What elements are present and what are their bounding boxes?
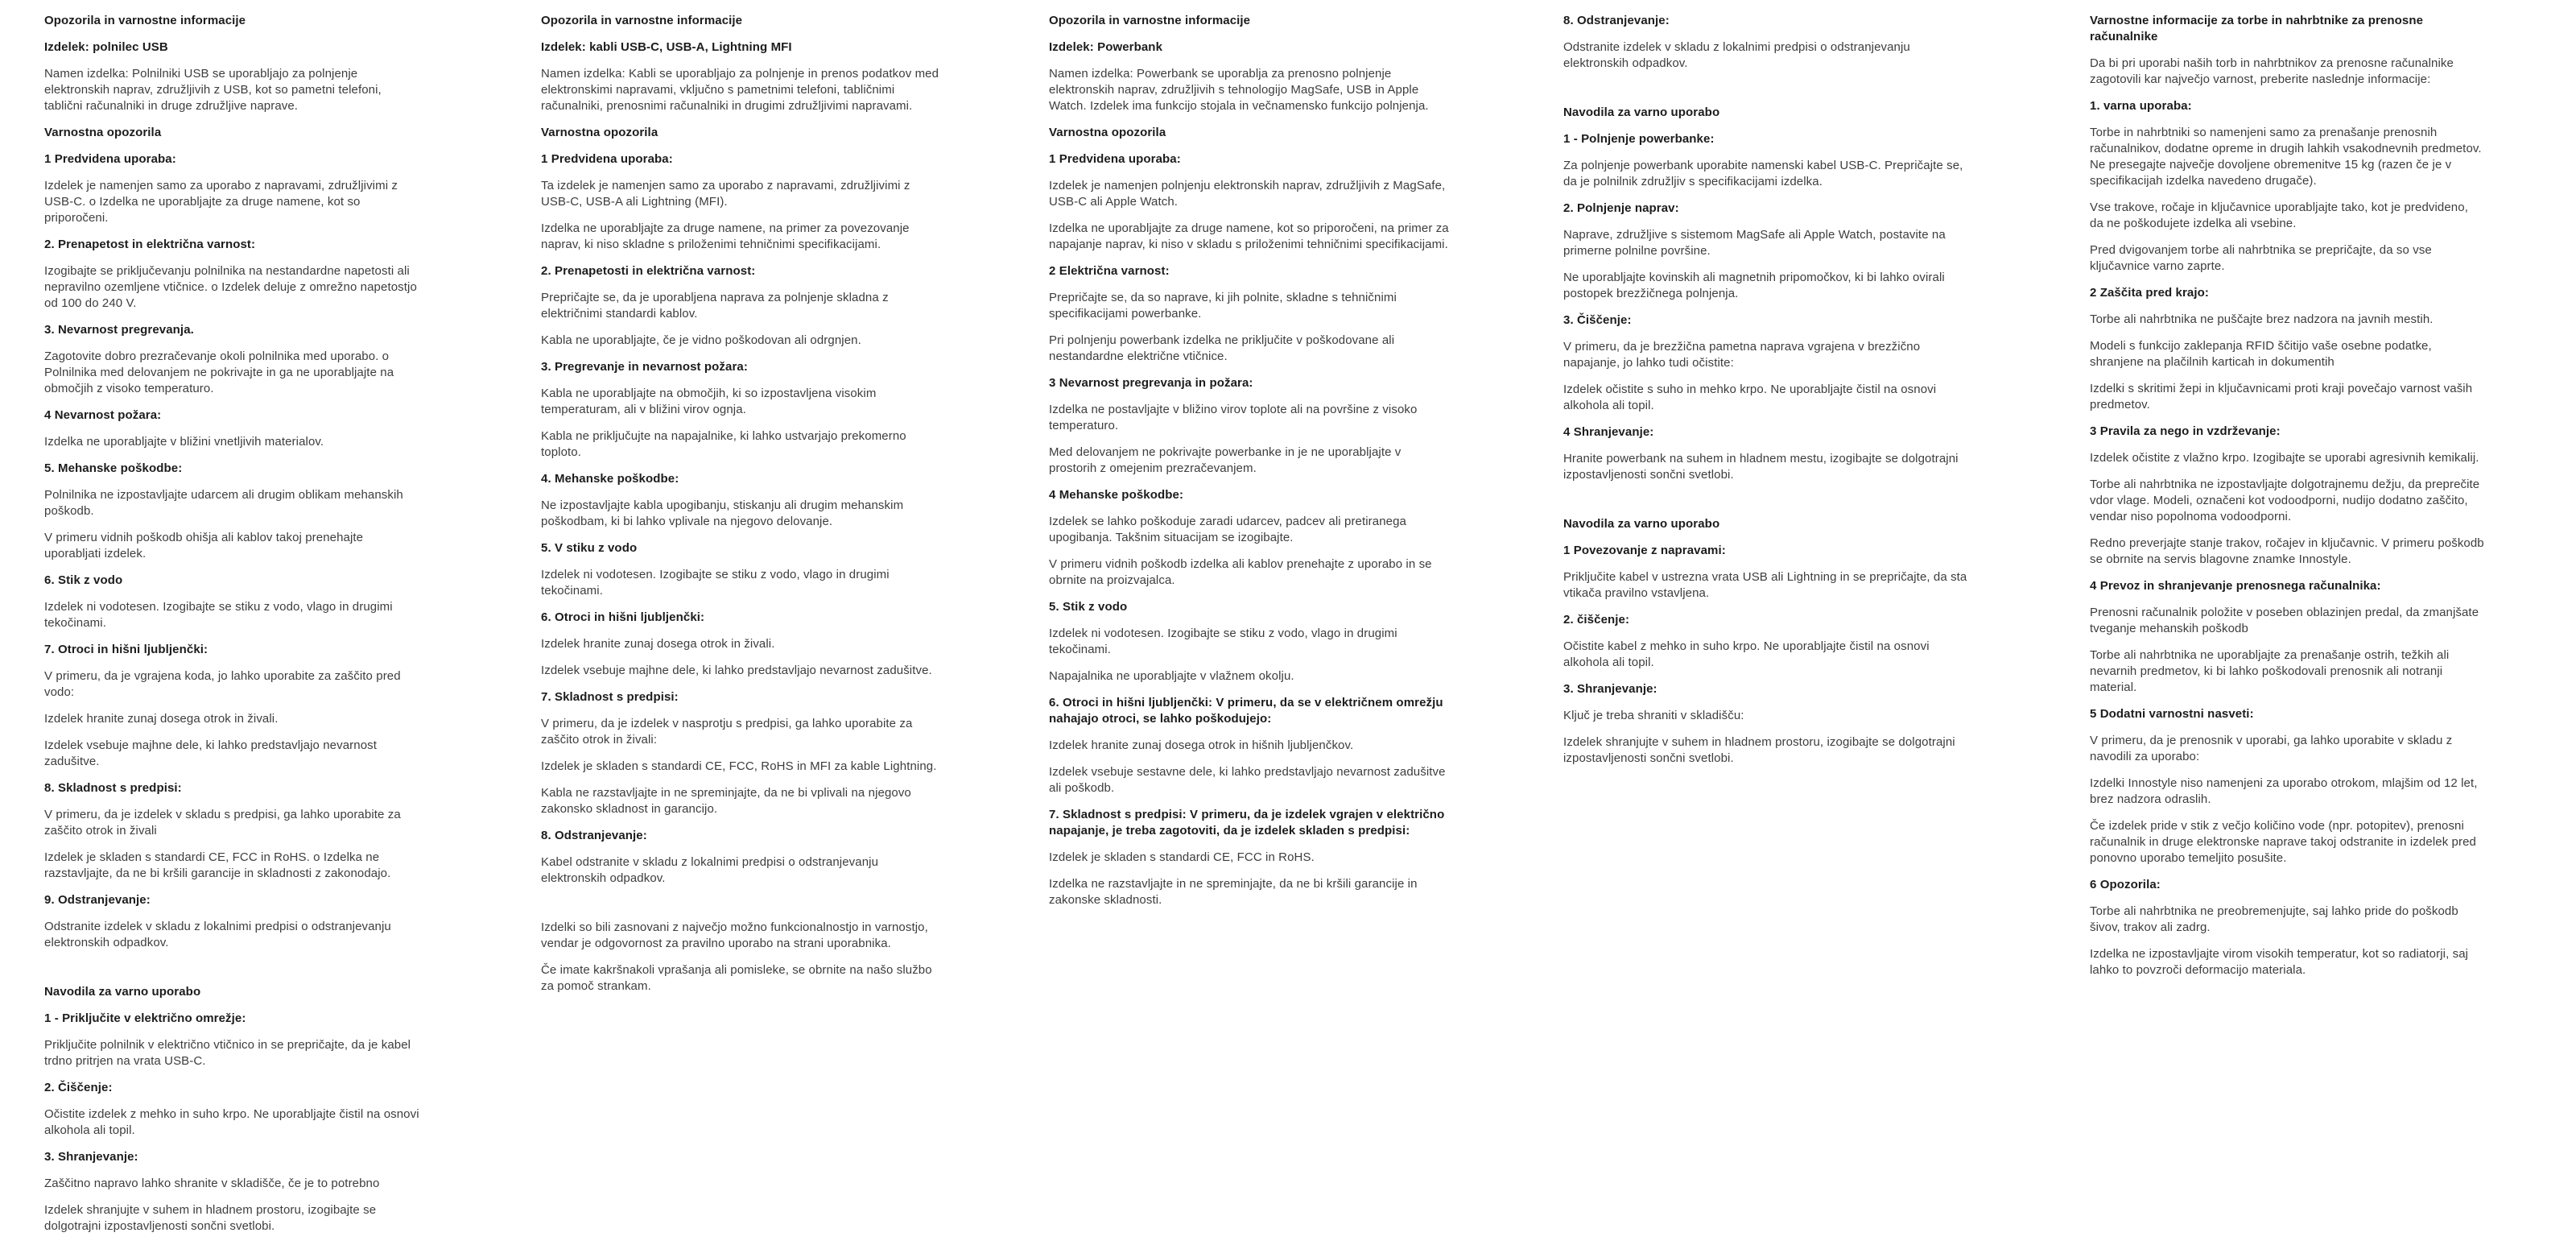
section-heading: 3. Čiščenje: [1563, 313, 1632, 327]
paragraph: Izdelek je skladen s standardi CE, FCC, RoHS in MFI za kable Lightning. [541, 759, 937, 773]
paragraph: Da bi pri uporabi naših torb in nahrbtnikov za prenosne računalnike zagotovili kar največjo varnost, preberite naslednje informacije: [2090, 56, 2454, 86]
section-heading: 6. Otroci in hišni ljubljenčki: [541, 610, 705, 624]
section-heading: 1 Predvidena uporaba: [1049, 152, 1181, 166]
section-heading: 1 - Priključite v električno omrežje: [44, 1011, 246, 1025]
section-heading: 2. Polnjenje naprav: [1563, 201, 1679, 215]
paragraph: Če imate kakršnakoli vprašanja ali pomisleke, se obrnite na našo službo za pomoč strankam. [541, 963, 932, 993]
paragraph: Kabla ne razstavljajte in ne spreminjajte, da ne bi vplivali na njegovo zakonsko skladnost in garancijo. [541, 786, 911, 816]
paragraph: Hranite powerbank na suhem in hladnem mestu, izogibajte se dolgotrajni izpostavljenosti sončni svetlobi. [1563, 452, 1959, 482]
paragraph: Torbe ali nahrbtnika ne puščajte brez nadzora na javnih mestih. [2090, 312, 2434, 326]
paragraph: Izdelek shranjujte v suhem in hladnem prostoru, izogibajte se dolgotrajni izpostavljenosti sončni svetlobi. [1563, 735, 1955, 765]
paragraph: Izdelek se lahko poškoduje zaradi udarcev, padcev ali pretiranega upogibanja. Takšnim situacijam se izogibajte. [1049, 515, 1406, 544]
paragraph: Izdelek ni vodotesen. Izogibajte se stiku z vodo, vlago in drugimi tekočinami. [541, 568, 890, 598]
paragraph: Izogibajte se priključevanju polnilnika na nestandardne napetosti ali nepravilno ozemljene vtičnice. o Izdelek deluje z omrežno napetostjo od 100 do 240 V. [44, 264, 417, 310]
section-heading: Opozorila in varnostne informacije [44, 14, 246, 27]
paragraph: Izdelek je namenjen polnjenju elektronskih naprav, združljivih z MagSafe, USB-C ali Apple Watch. [1049, 179, 1446, 209]
section-heading: 1 Povezovanje z napravami: [1563, 544, 1726, 557]
paragraph: Izdelka ne uporabljajte za druge namene, kot so priporočeni, na primer za napajanje naprav, ki niso v skladu s priloženimi tehničnimi specifikacijami. [1049, 221, 1449, 251]
paragraph: Zaščitno napravo lahko shranite v skladišče, če je to potrebno [44, 1177, 380, 1190]
paragraph: Izdelki Innostyle niso namenjeni za uporabo otrokom, mlajšim od 12 let, brez nadzora odraslih. [2090, 776, 2478, 806]
section-heading: 5. Mehanske poškodbe: [44, 461, 183, 475]
paragraph: V primeru, da je vgrajena koda, jo lahko uporabite za zaščito pred vodo: [44, 669, 401, 699]
paragraph: Torbe ali nahrbtnika ne izpostavljajte dolgotrajnemu dežju, da preprečite vdor vlage. Modeli, označeni kot vodoodporni, nudijo dodatno zaščito, vendar niso popolnoma vodoodporni. [2090, 478, 2480, 523]
section-heading: 4 Mehanske poškodbe: [1049, 488, 1184, 502]
section-heading: 2. čiščenje: [1563, 613, 1630, 627]
paragraph: Izdelka ne izpostavljajte virom visokih temperatur, kot so radiatorji, saj lahko to povzroči deformacijo materiala. [2090, 947, 2469, 977]
paragraph: Vse trakove, ročaje in ključavnice uporabljajte tako, kot je predvideno, da ne poškodujete izdelka ali vsebine. [2090, 201, 2468, 230]
paragraph: Izdelek očistite s suho in mehko krpo. Ne uporabljajte čistil na osnovi alkohola ali topil. [1563, 383, 1937, 412]
paragraph: V primeru, da je izdelek v skladu s predpisi, ga lahko uporabite za zaščito otrok in živali [44, 808, 401, 838]
paragraph: Polnilnika ne izpostavljajte udarcem ali drugim oblikam mehanskih poškodb. [44, 488, 403, 518]
paragraph: Prepričajte se, da je uporabljena naprava za polnjenje skladna z električnimi standardi kablov. [541, 291, 889, 321]
section-heading: Izdelek: polnilec USB [44, 40, 168, 54]
paragraph: Priključite polnilnik v električno vtičnico in se prepričajte, da je kabel trdno pritrjen na vrata USB-C. [44, 1038, 411, 1068]
section-heading: 3. Shranjevanje: [44, 1150, 138, 1164]
paragraph: Namen izdelka: Powerbank se uporablja za prenosno polnjenje elektronskih naprav, združljivih s tehnologijo MagSafe, USB in Apple Watch. Izdelek ima funkcijo stojala in večnamensko funkcijo polnjenja. [1049, 67, 1429, 113]
paragraph: Izdelek shranjujte v suhem in hladnem prostoru, izogibajte se dolgotrajni izpostavljenosti sončni svetlobi. [44, 1203, 377, 1233]
paragraph: Prenosni računalnik položite v poseben oblazinjen predal, da zmanjšate tveganje mehanskih poškodb [2090, 606, 2479, 635]
section-heading: 9. Odstranjevanje: [44, 893, 151, 907]
paragraph: Ne uporabljajte kovinskih ali magnetnih pripomočkov, ki bi lahko ovirali postopek brezžičnega polnjenja. [1563, 271, 1945, 300]
section-heading: 1. varna uporaba: [2090, 99, 2192, 113]
text-column-4 [1563, 13, 1970, 777]
paragraph: Izdelka ne uporabljajte za druge namene, na primer za povezovanje naprav, ki niso skladne s priloženimi tehničnimi specifikacijami. [541, 221, 910, 251]
paragraph: Priključite kabel v ustrezna vrata USB ali Lightning in se prepričajte, da sta vtikača pravilno vstavljena. [1563, 570, 1967, 600]
section-heading: 5 Dodatni varnostni nasveti: [2090, 707, 2254, 721]
paragraph: Izdelek je skladen s standardi CE, FCC in RoHS. o Izdelka ne razstavljajte, da ne bi kršili garancije in skladnosti z zakonodajo. [44, 850, 391, 880]
paragraph: Ne izpostavljajte kabla upogibanju, stiskanju ali drugim mehanskim poškodbam, ki bi lahko vplivale na njegovo delovanje. [541, 498, 904, 528]
section-heading: 1 Predvidena uporaba: [44, 152, 176, 166]
section-heading: Varnostna opozorila [1049, 126, 1166, 139]
section-heading: Varnostna opozorila [541, 126, 658, 139]
section-heading: 3 Nevarnost pregrevanja in požara: [1049, 376, 1253, 390]
paragraph: Izdelek je skladen s standardi CE, FCC in RoHS. [1049, 850, 1315, 864]
paragraph: Očistite kabel z mehko in suho krpo. Ne uporabljajte čistil na osnovi alkohola ali topil. [1563, 639, 1930, 669]
section-heading: Izdelek: Powerbank [1049, 40, 1163, 54]
paragraph: Kabla ne priključujte na napajalnike, ki lahko ustvarjajo prekomerno toploto. [541, 429, 906, 459]
section-heading: Opozorila in varnostne informacije [541, 14, 743, 27]
paragraph: Izdelek hranite zunaj dosega otrok in živali. [541, 637, 775, 651]
paragraph: Izdelka ne razstavljajte in ne spreminjajte, da ne bi kršili garancije in zakonske skladnosti. [1049, 877, 1418, 907]
paragraph: Kabel odstranite v skladu z lokalnimi predpisi o odstranjevanju elektronskih odpadkov. [541, 855, 879, 885]
section-heading: 8. Skladnost s predpisi: [44, 781, 182, 795]
section-heading: 2. Prenapetosti in električna varnost: [541, 264, 756, 278]
paragraph: Torbe ali nahrbtnika ne uporabljajte za prenašanje ostrih, težkih ali nevarnih predmetov, ki bi lahko poškodovali prenosnik ali notranji material. [2090, 648, 2450, 694]
section-heading: 6 Opozorila: [2090, 878, 2161, 891]
text-column-5 [2090, 13, 2484, 989]
paragraph: Namen izdelka: Polnilniki USB se uporabljajo za polnjenje elektronskih naprav, združljivih z USB, kot so pametni telefoni, tablični računalniki in druge združljive naprave. [44, 67, 382, 113]
paragraph: Ta izdelek je namenjen samo za uporabo z napravami, združljivimi z USB-C, USB-A ali Lightning (MFI). [541, 179, 910, 209]
paragraph: Zagotovite dobro prezračevanje okoli polnilnika med uporabo. o Polnilnika med delovanjem ne pokrivajte in ga ne uporabljajte na območjih z visoko temperaturo. [44, 350, 394, 395]
section-heading: Varnostne informacije za torbe in nahrbtnike za prenosne računalnike [2090, 14, 2424, 43]
paragraph: Izdelek vsebuje sestavne dele, ki lahko predstavljajo nevarnost zadušitve ali poškodb. [1049, 765, 1446, 795]
paragraph: Izdelki s skritimi žepi in ključavnicami proti kraji povečajo varnost vaših predmetov. [2090, 382, 2473, 412]
paragraph: Namen izdelka: Kabli se uporabljajo za polnjenje in prenos podatkov med elektronskimi napravami, vključno s pametnimi telefoni, tabličnimi računalniki, prenosnimi računalniki in drugimi združljivimi napravami. [541, 67, 939, 113]
section-heading: 4. Mehanske poškodbe: [541, 472, 679, 486]
section-heading: 2. Čiščenje: [44, 1081, 113, 1094]
section-heading: 3. Shranjevanje: [1563, 682, 1657, 696]
section-heading: Izdelek: kabli USB-C, USB-A, Lightning MFI [541, 40, 792, 54]
section-heading: Navodila za varno uporabo [44, 985, 201, 999]
paragraph: Izdelka ne uporabljajte v bližini vnetljivih materialov. [44, 435, 324, 449]
section-heading: 6. Stik z vodo [44, 573, 123, 587]
paragraph: Izdelek je namenjen samo za uporabo z napravami, združljivimi z USB-C. o Izdelka ne uporabljajte za druge namene, kot so priporočeni. [44, 179, 398, 225]
section-heading: 1 Predvidena uporaba: [541, 152, 673, 166]
paragraph: Izdelek ni vodotesen. Izogibajte se stiku z vodo, vlago in drugimi tekočinami. [1049, 627, 1397, 656]
paragraph: Izdelek hranite zunaj dosega otrok in hišnih ljubljenčkov. [1049, 738, 1354, 752]
paragraph: Pred dvigovanjem torbe ali nahrbtnika se prepričajte, da so vse ključavnice varno zaprte. [2090, 243, 2432, 273]
paragraph: Pri polnjenju powerbank izdelka ne priključite v poškodovane ali nestandardne električne vtičnice. [1049, 333, 1395, 363]
paragraph: Kabla ne uporabljajte, če je vidno poškodovan ali odrgnjen. [541, 333, 861, 347]
paragraph: Za polnjenje powerbank uporabite namenski kabel USB-C. Prepričajte se, da je polnilnik združljiv s specifikacijami izdelka. [1563, 159, 1963, 188]
paragraph: Torbe in nahrbtniki so namenjeni samo za prenašanje prenosnih računalnikov, dodatne opreme in drugih lahkih vsakodnevnih predmetov. Ne presegajte največje dovoljene obremenitve 15 kg (razen če je v specifikacijah izdelka navedeno drugače). [2090, 126, 2482, 188]
paragraph: Odstranite izdelek v skladu z lokalnimi predpisi o odstranjevanju elektronskih odpadkov. [1563, 40, 1910, 70]
paragraph: Ključ je treba shraniti v skladišču: [1563, 709, 1744, 722]
paragraph: Izdelek vsebuje majhne dele, ki lahko predstavljajo nevarnost zadušitve. [44, 738, 378, 768]
paragraph: Naprave, združljive s sistemom MagSafe ali Apple Watch, postavite na primerne polnilne površine. [1563, 228, 1946, 258]
section-heading: 3. Pregrevanje in nevarnost požara: [541, 360, 748, 374]
paragraph: Izdelek hranite zunaj dosega otrok in živali. [44, 712, 279, 726]
section-heading: 7. Skladnost s predpisi: V primeru, da je izdelek vgrajen v električno napajanje, je treba zagotoviti, da je izdelek skladen s predpisi: [1049, 808, 1445, 838]
section-heading: 7. Skladnost s predpisi: [541, 690, 679, 704]
section-heading: 5. V stiku z vodo [541, 541, 638, 555]
section-heading: 2 Zaščita pred krajo: [2090, 286, 2209, 300]
paragraph: Izdelki so bili zasnovani z največjo možno funkcionalnostjo in varnostjo, vendar je odgovornost za pravilno uporabo na strani uporabnika. [541, 920, 928, 950]
section-heading: 2. Prenapetost in električna varnost: [44, 238, 256, 251]
text-column-1 [44, 13, 423, 1245]
paragraph: Kabla ne uporabljajte na območjih, ki so izpostavljena visokim temperaturam, ali v bližini virov ognja. [541, 387, 877, 416]
paragraph: Izdelka ne postavljajte v bližino virov toplote ali na površine z visoko temperaturo. [1049, 403, 1418, 432]
section-heading: 4 Nevarnost požara: [44, 408, 162, 422]
section-heading: 7. Otroci in hišni ljubljenčki: [44, 643, 208, 656]
paragraph: Izdelek ni vodotesen. Izogibajte se stiku z vodo, vlago in drugimi tekočinami. [44, 600, 393, 630]
paragraph: V primeru vidnih poškodb izdelka ali kablov prenehajte z uporabo in se obrnite na proizvajalca. [1049, 557, 1432, 587]
section-heading: 4 Prevoz in shranjevanje prenosnega računalnika: [2090, 579, 2381, 593]
section-heading: Varnostna opozorila [44, 126, 162, 139]
section-heading: 3. Nevarnost pregrevanja. [44, 323, 194, 337]
section-heading: 8. Odstranjevanje: [541, 829, 647, 842]
section-heading: 8. Odstranjevanje: [1563, 14, 1670, 27]
text-column-3 [1049, 13, 1451, 919]
text-column-2 [541, 13, 939, 1005]
paragraph: Redno preverjajte stanje trakov, ročajev in ključavnic. V primeru poškodb se obrnite na servis blagovne znamke Innostyle. [2090, 536, 2484, 566]
section-heading: 3 Pravila za nego in vzdrževanje: [2090, 424, 2281, 438]
paragraph: Modeli s funkcijo zaklepanja RFID ščitijo vaše osebne podatke, shranjene na plačilnih karticah in dokumentih [2090, 339, 2432, 369]
paragraph: Odstranite izdelek v skladu z lokalnimi predpisi o odstranjevanju elektronskih odpadkov. [44, 920, 391, 949]
paragraph: Torbe ali nahrbtnika ne preobremenjujte, saj lahko pride do poškodb šivov, trakov ali zadrg. [2090, 904, 2458, 934]
section-heading: Navodila za varno uporabo [1563, 105, 1720, 119]
paragraph: Napajalnika ne uporabljajte v vlažnem okolju. [1049, 669, 1294, 683]
paragraph: V primeru, da je prenosnik v uporabi, ga lahko uporabite v skladu z navodili za uporabo: [2090, 734, 2453, 763]
section-heading: 4 Shranjevanje: [1563, 425, 1654, 439]
section-heading: 5. Stik z vodo [1049, 600, 1128, 614]
section-heading: 1 - Polnjenje powerbanke: [1563, 132, 1715, 146]
section-heading: Opozorila in varnostne informacije [1049, 14, 1251, 27]
paragraph: Prepričajte se, da so naprave, ki jih polnite, skladne s tehničnimi specifikacijami powerbanke. [1049, 291, 1397, 321]
section-heading: 2 Električna varnost: [1049, 264, 1170, 278]
paragraph: V primeru, da je izdelek v nasprotju s predpisi, ga lahko uporabite za zaščito otrok in živali: [541, 717, 913, 747]
paragraph: V primeru, da je brezžična pametna naprava vgrajena v brezžično napajanje, jo lahko tudi očistite: [1563, 340, 1921, 370]
section-heading: 6. Otroci in hišni ljubljenčki: V primeru, da se v električnem omrežju nahajajo otroci, se lahko poškodujejo: [1049, 696, 1443, 726]
paragraph: Izdelek vsebuje majhne dele, ki lahko predstavljajo nevarnost zadušitve. [541, 664, 932, 677]
paragraph: V primeru vidnih poškodb ohišja ali kablov takoj prenehajte uporabljati izdelek. [44, 531, 364, 560]
paragraph: Izdelek očistite z vlažno krpo. Izogibajte se uporabi agresivnih kemikalij. [2090, 451, 2479, 465]
paragraph: Očistite izdelek z mehko in suho krpo. Ne uporabljajte čistil na osnovi alkohola ali topil. [44, 1107, 419, 1137]
paragraph: Če izdelek pride v stik z večjo količino vode (npr. potopitev), prenosni računalnik in druge elektronske naprave takoj odstranite in izdelek pred ponovno uporabo temeljito posušite. [2090, 819, 2476, 865]
section-heading: Navodila za varno uporabo [1563, 517, 1720, 531]
paragraph: Med delovanjem ne pokrivajte powerbanke in je ne uporabljajte v prostorih z omejenim prezračevanjem. [1049, 445, 1402, 475]
